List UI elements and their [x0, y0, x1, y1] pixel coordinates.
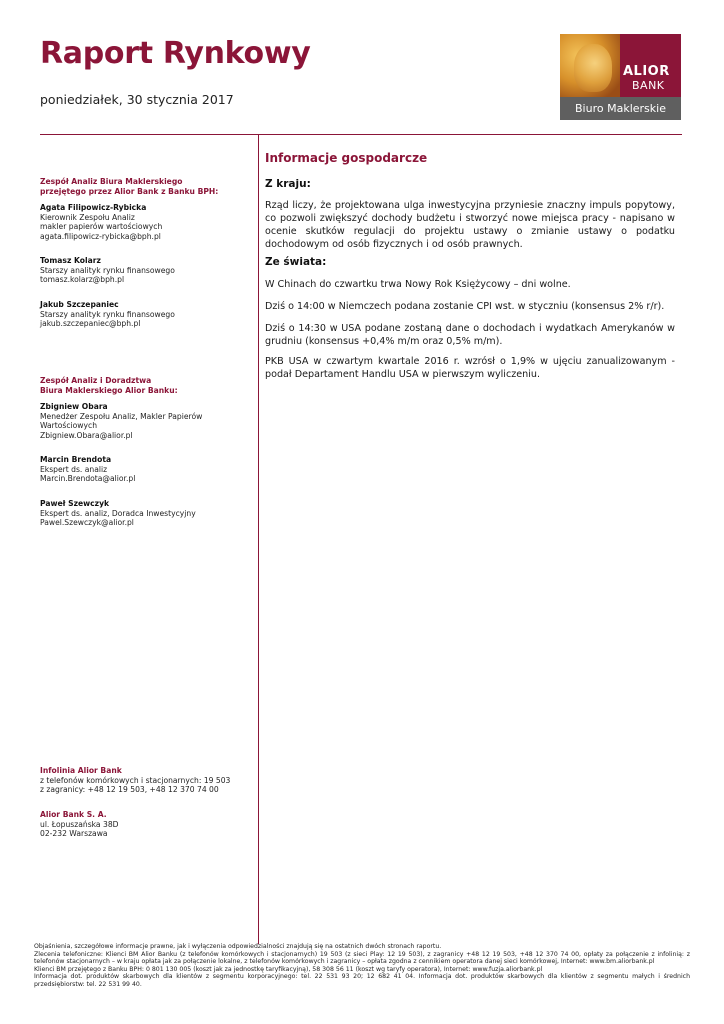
- contact-role: Menedżer Zespołu Analiz, Makler Papierów: [40, 411, 203, 421]
- contact-email[interactable]: Marcin.Brendota@alior.pl: [40, 474, 136, 484]
- bank-name: Alior Bank S. A.: [40, 810, 107, 819]
- domestic-section: [265, 178, 675, 190]
- group-title-cont: Biura Maklerskiego Alior Banku:: [40, 385, 178, 395]
- contact-card: [40, 300, 250, 329]
- contact-email[interactable]: tomasz.kolarz@bph.pl: [40, 275, 125, 285]
- logo-text-bank: BANK: [632, 79, 665, 92]
- contact-card: [40, 256, 250, 285]
- contact-name: Zbigniew Obara: [40, 402, 108, 411]
- contact-role: Ekspert ds. analiz, Doradca Inwestycyjny: [40, 508, 196, 518]
- contact-role: Starszy analityk rynku finansowego: [40, 265, 175, 275]
- alior-bank-logo: [560, 34, 681, 120]
- contact-role: Starszy analityk rynku finansowego: [40, 309, 175, 319]
- contact-name: Jakub Szczepaniec: [40, 300, 119, 309]
- contact-email[interactable]: Zbigniew.Obara@alior.pl: [40, 430, 133, 440]
- analysts-group-bph: [40, 177, 250, 196]
- contact-name: Agata Filipowicz-Rybicka: [40, 203, 147, 212]
- group-title: Zespół Analiz Biura Maklerskiego: [40, 177, 183, 186]
- news-paragraph: Rząd liczy, że projektowana ulga inwestycyjna przyniesie znaczny impuls popytowy, co pozwoli zwiększyć dochody budżetu i stworzyć nowe miejsca pracy - napisano w ocenie skutków regulacji do projektu ustawy o zmianie ustawy o podatku dochodowym od osób fizycznych i od osób prawnych.: [265, 200, 675, 250]
- column-divider: [258, 134, 259, 944]
- world-body: [265, 355, 675, 381]
- domestic-body: [265, 199, 675, 251]
- contact-email[interactable]: Pawel.Szewczyk@alior.pl: [40, 518, 134, 528]
- contact-email[interactable]: jakub.szczepaniec@bph.pl: [40, 319, 141, 329]
- infolinia-domestic: z telefonów komórkowych i stacjonarnych: 19 503: [40, 775, 231, 785]
- world-section: [265, 256, 675, 268]
- main-content: [265, 151, 675, 165]
- report-date: poniedziałek, 30 stycznia 2017: [40, 92, 234, 107]
- infolinia-block: [40, 766, 250, 795]
- contact-card: [40, 402, 250, 440]
- contact-name: Tomasz Kolarz: [40, 256, 101, 265]
- legal-footer: [34, 943, 690, 989]
- world-heading: Ze świata:: [265, 256, 327, 268]
- contact-role: Kierownik Zespołu Analiz: [40, 212, 135, 222]
- contact-role-cont: Wartościowych: [40, 421, 98, 431]
- bank-address-block: [40, 810, 250, 839]
- contact-card: [40, 499, 250, 528]
- analysts-group-alior: [40, 376, 250, 395]
- header-divider: [40, 134, 682, 135]
- footer-line: Objaśnienia, szczegółowe informacje prawne, jak i wyłączenia odpowiedzialności znajdują się na ostatnich dwóch stronach raportu.: [34, 943, 442, 950]
- world-body: [265, 300, 675, 313]
- domestic-heading: Z kraju:: [265, 178, 311, 190]
- contact-name: Marcin Brendota: [40, 455, 112, 464]
- logo-text-alior: ALIOR: [623, 64, 670, 79]
- contact-name: Paweł Szewczyk: [40, 499, 110, 508]
- logo-subtitle: Biuro Maklerskie: [560, 97, 681, 120]
- news-paragraph: Dziś o 14:00 w Niemczech podana zostanie CPI wst. w styczniu (konsensus 2% r/r).: [265, 301, 665, 312]
- news-paragraph: W Chinach do czwartku trwa Nowy Rok Księżycowy – dni wolne.: [265, 279, 571, 290]
- section-title: Informacje gospodarcze: [265, 151, 428, 165]
- news-paragraph: Dziś o 14:30 w USA podane zostaną dane o dochodach i wydatkach Amerykanów w grudniu (konsensus +0,4% m/m oraz 0,5% m/m).: [265, 323, 675, 347]
- bank-street: ul. Łopuszańska 38D: [40, 819, 119, 829]
- world-body: [265, 322, 675, 348]
- contact-card: [40, 203, 250, 241]
- contact-card: [40, 455, 250, 484]
- contact-email[interactable]: agata.filipowicz-rybicka@bph.pl: [40, 231, 161, 241]
- footer-line: Klienci BM przejętego z Banku BPH: 0 801 130 005 (koszt jak za jednostkę taryfikacyjną), 58 308 56 11 (koszt wg taryfy operatora), Internet: www.fuzja.aliorbank.pl: [34, 965, 543, 973]
- infolinia-title: Infolinia Alior Bank: [40, 766, 122, 775]
- footer-line: Zlecenia telefoniczne: Klienci BM Alior Banku (z telefonów komórkowych i stacjonarnych) 19 503 (z sieci Play: 12 19 503), z zagranicy +48 12 19 503, +48 12 370 74 00, opłaty za połączenie z infolinią: z telefonów stacjonarnych – w kraju opłata jak za połączenie lokalne, z telefonów komórkowych i zagranicy – opłata zgodna z cennikiem operatora danej sieci komórkowej, Internet: www.bm.aliorbank.pl: [34, 950, 690, 966]
- world-body: [265, 278, 675, 291]
- footer-line: Informacja dot. produktów skarbowych dla klientów z segmentu korporacyjnego: tel. 22 531 93 20; 12 682 41 04. Informacja dot. produktów skarbowych dla klientów z segmentu małych i średnich przedsiębiorstw: tel. 22 531 99 40.: [34, 973, 690, 988]
- news-paragraph: PKB USA w czwartym kwartale 2016 r. wzrósł o 1,9% w ujęciu zanualizowanym - podał Departament Handlu USA w pierwszym wyliczeniu.: [265, 356, 675, 380]
- bank-city: 02-232 Warszawa: [40, 829, 108, 839]
- logo-face-icon: [574, 44, 612, 92]
- group-title: Zespół Analiz i Doradztwa: [40, 376, 152, 385]
- report-title: Raport Rynkowy: [40, 36, 311, 71]
- contact-role-cont: makler papierów wartościowych: [40, 222, 163, 232]
- group-title-cont: przejętego przez Alior Bank z Banku BPH:: [40, 186, 219, 196]
- contact-role: Ekspert ds. analiz: [40, 464, 108, 474]
- infolinia-abroad: z zagranicy: +48 12 19 503, +48 12 370 74 00: [40, 785, 219, 795]
